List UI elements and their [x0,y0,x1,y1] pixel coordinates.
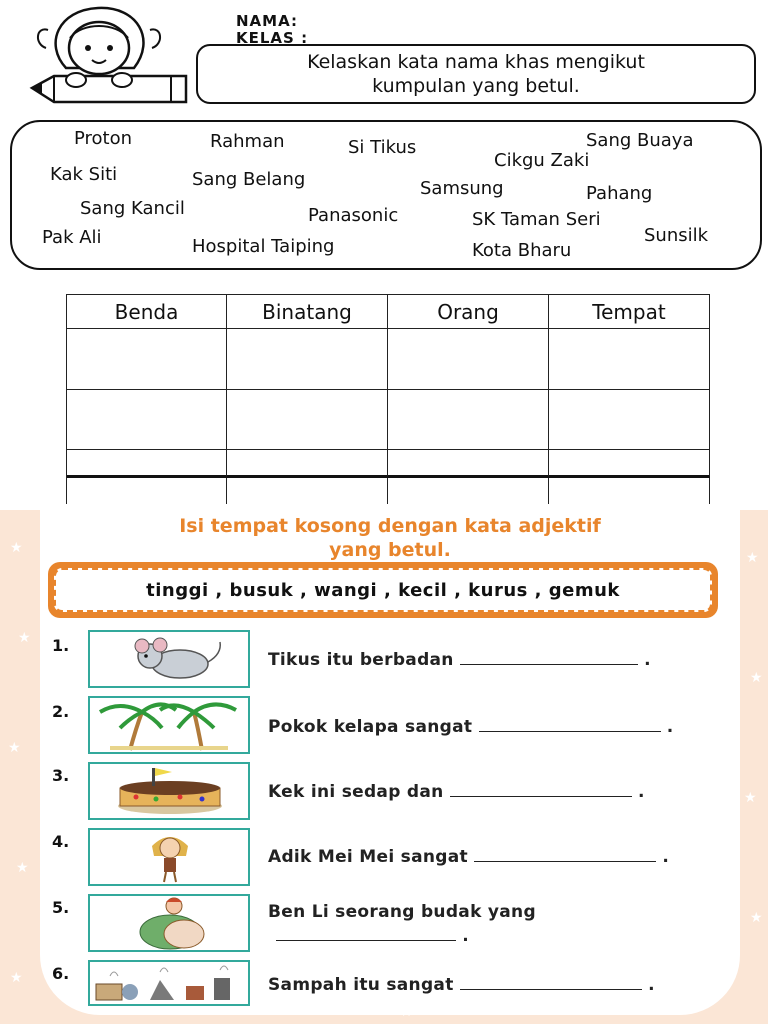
item-number: 1. [52,636,70,655]
table-cell[interactable] [227,390,388,450]
word-item: Panasonic [308,205,399,226]
table-cell[interactable] [388,450,549,478]
sentence-end: . [662,847,670,867]
word-item: Sang Buaya [586,130,694,151]
mouse-picture [88,630,250,688]
star-decoration-icon: ★ [744,790,757,806]
instruction-text [196,50,756,98]
star-decoration-icon: ★ [16,860,29,876]
classification-table [66,294,710,504]
cake-picture [88,762,250,820]
star-decoration-icon: ★ [8,740,21,756]
worksheet-header [0,0,768,112]
table-header-benda: Benda [67,295,227,329]
table-cell[interactable] [227,329,388,390]
word-item: Rahman [210,131,285,152]
word-item: Pak Ali [42,227,102,248]
sentence-6 [268,975,655,995]
table-cell[interactable] [388,329,549,390]
word-item: Sunsilk [644,225,709,246]
garbage-picture [88,960,250,1006]
item-number: 3. [52,766,70,785]
table-cell[interactable] [67,390,227,450]
table-cell[interactable] [67,478,227,504]
kelas-label: KELAS : [236,29,309,47]
table-cell[interactable] [549,390,710,450]
sentence-end: . [644,650,651,670]
sentence-text: Kek ini sedap dan [268,782,444,802]
fat-boy-picture [88,894,250,952]
word-item: Samsung [420,178,504,199]
sentence-1 [268,650,651,670]
sentence-end: . [648,975,655,995]
thin-girl-picture [88,828,250,886]
sentence-5 [268,902,536,922]
word-item: Sang Belang [192,169,306,190]
section-title-line-1: Isi tempat kosong dengan kata adjektif [179,515,601,537]
answer-blank[interactable] [460,975,642,990]
sentence-end: . [637,782,645,802]
sentence-text: Ben Li seorang budak yang [268,902,536,922]
instruction-line-1: Kelaskan kata nama khas mengikut [307,51,645,73]
word-item: Hospital Taiping [192,236,335,257]
item-number: 2. [52,702,70,721]
nama-label: NAMA: [236,12,298,30]
section-title-line-2: yang betul. [329,539,451,561]
adjective-options: tinggi , busuk , wangi , kecil , kurus , gemuk [146,580,620,601]
word-item: Kota Bharu [472,240,572,261]
answer-blank[interactable] [276,926,456,941]
table-cell[interactable] [388,390,549,450]
sentence-text: Pokok kelapa sangat [268,717,473,737]
word-item: Proton [74,128,133,149]
sentence-4 [268,847,669,867]
sentence-text: Sampah itu sangat [268,975,454,995]
star-decoration-icon: ★ [10,540,23,556]
table-cell[interactable] [67,450,227,478]
word-item: Kak Siti [50,164,118,185]
sentence-text: Tikus itu berbadan [268,650,454,670]
table-cell[interactable] [227,450,388,478]
word-item: Cikgu Zaki [494,150,590,171]
table-cell[interactable] [67,329,227,390]
instruction-line-2: kumpulan yang betul. [372,75,580,97]
star-decoration-icon: ★ [746,550,759,566]
coconut-tree-picture [88,696,250,754]
sentence-text: Adik Mei Mei sangat [268,847,468,867]
word-item: Sang Kancil [80,198,185,219]
word-item: Si Tikus [348,137,417,158]
table-cell[interactable] [388,478,549,504]
table-cell[interactable] [549,478,710,504]
table-cell[interactable] [549,329,710,390]
word-item: Pahang [586,183,653,204]
star-decoration-icon: ★ [18,630,31,646]
sentence-2 [268,717,674,737]
answer-blank[interactable] [460,650,638,665]
star-decoration-icon: ★ [10,970,23,986]
section-title [40,514,740,562]
sentence-end: . [666,717,674,737]
star-decoration-icon: ★ [750,670,763,686]
adjective-section [0,510,768,1024]
table-cell[interactable] [549,450,710,478]
girl-with-pencil-icon [26,4,196,108]
item-number: 5. [52,898,70,917]
item-number: 6. [52,964,70,983]
sentence-3 [268,782,645,802]
table-header-tempat: Tempat [549,295,710,329]
star-decoration-icon: ★ [750,910,763,926]
table-cell[interactable] [227,478,388,504]
answer-blank[interactable] [479,717,661,732]
item-number: 4. [52,832,70,851]
table-header-binatang: Binatang [227,295,388,329]
answer-blank[interactable] [474,847,656,862]
word-item: SK Taman Seri [472,209,601,230]
sentence-end: . [462,926,469,946]
sentence-5-continuation [276,926,469,946]
table-header-orang: Orang [388,295,549,329]
answer-blank[interactable] [450,782,632,797]
